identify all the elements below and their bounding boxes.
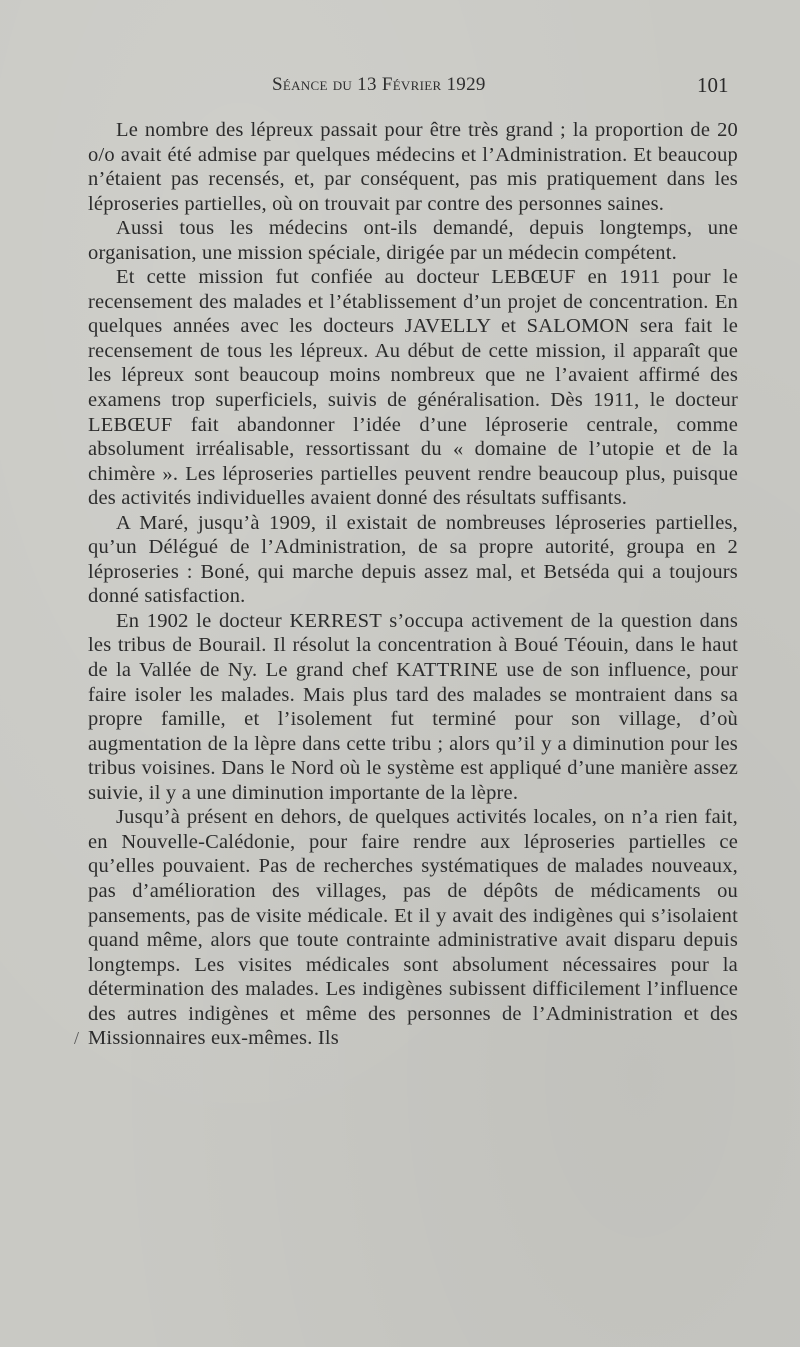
paragraph-6: Jusqu’à présent en dehors, de quelques activités locales, on n’a rien fait, en Nouvelle-Calédonie, pour faire rendre aux léproseries partielles ce qu’elles pouvaient. Pas de recherches systématiques de malades nouveaux, pas d’amélioration des villages, pas de dépôts de médicaments ou pansements, pas de visite médicale. Et il y avait des indigènes qui s’isolaient quand même, alors que toute contrainte administrative avait disparu depuis longtemps. Les visites médicales sont absolument nécessaires pour la détermination des malades. Les indigènes subissent difficilement l’influence des autres indigènes et même des personnes de l’Administration et des Missionnaires eux-mêmes. Ils <box>88 806 738 1050</box>
paragraph-5: En 1902 le docteur KERREST s’occupa activement de la question dans les tribus de Bourail. Il résolut la concentration à Boué Téouin, dans le haut de la Vallée de Ny. Le grand chef KATTRINE use de son influence, pour faire isoler les malades. Mais plus tard des malades se montraient dans sa propre famille, et l’isolement fut terminé pour son village, d’où augmentation de la lèpre dans cette tribu ; alors qu’il y a diminution pour les tribus voisines. Dans le Nord où le système est appliqué d’une manière assez suivie, il y a une diminution importante de la lèpre. <box>88 609 738 804</box>
running-head <box>0 68 800 98</box>
margin-mark: / <box>74 1028 80 1048</box>
paragraph-2: Aussi tous les médecins ont-ils demandé, depuis longtemps, une organisation, une mission spéciale, dirigée par un médecin compétent. <box>88 217 738 264</box>
paragraph-1: Le nombre des lépreux passait pour être très grand ; la proportion de 20 o/o avait été admise par quelques médecins et l’Administration. Et beaucoup n’étaient pas recensés, et, par conséquent, pas mis pratiquement dans les léproseries partielles, où on trouvait par contre des personnes saines. <box>88 119 738 215</box>
running-title: Séance du 13 Février 1929 <box>272 74 486 95</box>
paragraph-3: Et cette mission fut confiée au docteur LEBŒUF en 1911 pour le recensement des malades et l’établissement d’un projet de concentration. En quelques années avec les docteurs JAVELLY et SALOMON sera fait le recensement de tous les lépreux. Au début de cette mission, il apparaît que les lépreux sont beaucoup moins nombreux que ne l’avaient affirmé des examens trop superficiels, suivis de généralisation. Dès 1911, le docteur LEBŒUF fait abandonner l’idée d’une léproserie centrale, comme absolument irréalisable, ressortissant du « domaine de l’utopie et de la chimère ». Les léproseries partielles peuvent rendre beaucoup plus, puisque des activités individuelles avaient donné des résultats suffisants. <box>88 266 738 510</box>
body-text <box>88 118 738 1051</box>
paragraph-4: A Maré, jusqu’à 1909, il existait de nombreuses léproseries partielles, qu’un Délégué de l’Administration, de sa propre autorité, groupa en 2 léproseries : Boné, qui marche depuis assez mal, et Betséda qui a toujours donné satisfaction. <box>88 511 738 608</box>
page-number: 101 <box>697 73 729 97</box>
